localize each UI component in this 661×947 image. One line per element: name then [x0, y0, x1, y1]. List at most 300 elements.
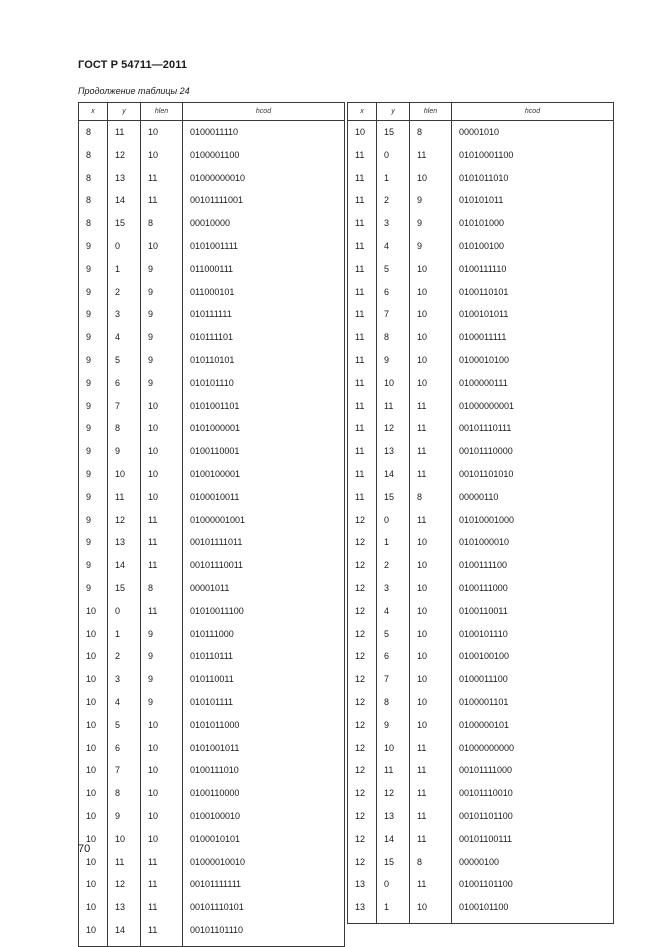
cell-hlen: 11 — [410, 444, 452, 467]
cell-x: 8 — [79, 171, 108, 194]
table-row — [348, 216, 614, 239]
cell-hlen: 11 — [410, 786, 452, 809]
cell-hlen: 11 — [141, 877, 183, 900]
cell-y: 11 — [108, 125, 141, 148]
cell-hlen: 11 — [141, 513, 183, 536]
cell-x: 12 — [348, 627, 377, 650]
cell-x: 11 — [348, 399, 377, 422]
cell-y: 8 — [377, 330, 410, 353]
cell-hcod: 0100010011 — [183, 490, 345, 513]
cell-y: 5 — [108, 353, 141, 376]
cell-hcod: 010111111 — [183, 307, 345, 330]
cell-x: 10 — [79, 604, 108, 627]
table-header-row — [79, 103, 345, 121]
column-header-x: x — [348, 103, 377, 121]
table-row — [79, 627, 345, 650]
cell-y: 15 — [377, 855, 410, 878]
cell-hcod: 00101101110 — [183, 923, 345, 946]
cell-hlen: 9 — [410, 216, 452, 239]
cell-hcod: 00101100111 — [452, 832, 614, 855]
cell-hlen: 10 — [141, 490, 183, 513]
table-row — [79, 239, 345, 262]
column-header-y: y — [108, 103, 141, 121]
cell-hlen: 8 — [141, 216, 183, 239]
cell-y: 14 — [108, 558, 141, 581]
table-row — [79, 900, 345, 923]
cell-y: 12 — [377, 421, 410, 444]
cell-hlen: 11 — [410, 467, 452, 490]
cell-hlen: 10 — [141, 763, 183, 786]
cell-hlen: 10 — [410, 649, 452, 672]
cell-hlen: 11 — [410, 877, 452, 900]
cell-y: 4 — [377, 239, 410, 262]
cell-y: 7 — [108, 763, 141, 786]
cell-hlen: 8 — [410, 490, 452, 513]
cell-y: 0 — [108, 604, 141, 627]
cell-x: 11 — [348, 307, 377, 330]
cell-x: 11 — [348, 376, 377, 399]
table-row — [79, 558, 345, 581]
cell-hcod: 00000100 — [452, 855, 614, 878]
cell-y: 10 — [108, 467, 141, 490]
cell-hcod: 01000010010 — [183, 855, 345, 878]
cell-x: 9 — [79, 513, 108, 536]
table-row — [79, 649, 345, 672]
cell-hcod: 01000000000 — [452, 741, 614, 764]
cell-y: 2 — [377, 193, 410, 216]
cell-y: 7 — [377, 307, 410, 330]
cell-hcod: 00000110 — [452, 490, 614, 513]
cell-y: 2 — [377, 558, 410, 581]
cell-hlen: 10 — [410, 672, 452, 695]
table-row — [79, 604, 345, 627]
table-row — [348, 604, 614, 627]
cell-y: 11 — [108, 490, 141, 513]
cell-y: 0 — [377, 148, 410, 171]
cell-hcod: 00101110010 — [452, 786, 614, 809]
cell-y: 7 — [377, 672, 410, 695]
cell-x: 12 — [348, 649, 377, 672]
cell-hlen: 11 — [141, 535, 183, 558]
cell-hlen: 9 — [410, 193, 452, 216]
cell-hcod: 0100001101 — [452, 695, 614, 718]
left-table — [78, 102, 345, 947]
cell-x: 12 — [348, 741, 377, 764]
table-row — [79, 718, 345, 741]
cell-x: 9 — [79, 307, 108, 330]
cell-hcod: 0100010101 — [183, 832, 345, 855]
table-row — [348, 193, 614, 216]
cell-y: 4 — [108, 330, 141, 353]
cell-y: 1 — [377, 171, 410, 194]
cell-y: 0 — [108, 239, 141, 262]
cell-hcod: 00101111011 — [183, 535, 345, 558]
cell-hcod: 0100010100 — [452, 353, 614, 376]
cell-x: 11 — [348, 262, 377, 285]
table-row — [348, 855, 614, 878]
table-row — [348, 900, 614, 923]
cell-y: 3 — [377, 581, 410, 604]
table-row — [79, 832, 345, 855]
table-row — [348, 262, 614, 285]
cell-hcod: 0100101110 — [452, 627, 614, 650]
cell-x: 9 — [79, 581, 108, 604]
cell-y: 12 — [377, 786, 410, 809]
right-table — [347, 102, 614, 924]
cell-hcod: 0100001100 — [183, 148, 345, 171]
cell-hlen: 10 — [410, 330, 452, 353]
cell-hlen: 9 — [141, 649, 183, 672]
cell-hcod: 0101011010 — [452, 171, 614, 194]
table-row — [348, 786, 614, 809]
cell-x: 8 — [79, 216, 108, 239]
cell-y: 13 — [108, 900, 141, 923]
cell-hcod: 0100111010 — [183, 763, 345, 786]
cell-x: 12 — [348, 535, 377, 558]
cell-hcod: 00101110101 — [183, 900, 345, 923]
cell-hlen: 10 — [410, 307, 452, 330]
cell-hlen: 11 — [141, 900, 183, 923]
cell-hlen: 9 — [141, 627, 183, 650]
cell-x: 9 — [79, 239, 108, 262]
cell-y: 0 — [377, 877, 410, 900]
cell-y: 12 — [108, 877, 141, 900]
cell-hlen: 11 — [410, 832, 452, 855]
cell-hlen: 10 — [410, 376, 452, 399]
cell-hcod: 01010001000 — [452, 513, 614, 536]
table-row — [348, 285, 614, 308]
cell-hcod: 0100111000 — [452, 581, 614, 604]
cell-hlen: 9 — [141, 330, 183, 353]
table-caption: Продолжение таблицы 24 — [78, 86, 190, 96]
table-row — [79, 421, 345, 444]
table-row — [79, 285, 345, 308]
cell-x: 12 — [348, 513, 377, 536]
cell-x: 10 — [79, 900, 108, 923]
cell-hcod: 0100111100 — [452, 558, 614, 581]
cell-y: 15 — [108, 581, 141, 604]
cell-x: 10 — [79, 832, 108, 855]
cell-hcod: 00001011 — [183, 581, 345, 604]
cell-hcod: 00101110000 — [452, 444, 614, 467]
cell-hcod: 0100011111 — [452, 330, 614, 353]
cell-x: 9 — [79, 399, 108, 422]
cell-x: 11 — [348, 421, 377, 444]
cell-hlen: 10 — [141, 399, 183, 422]
table-row — [79, 672, 345, 695]
table-row — [79, 490, 345, 513]
cell-y: 14 — [377, 467, 410, 490]
column-header-hcod: hcod — [452, 103, 614, 121]
cell-y: 5 — [377, 627, 410, 650]
cell-x: 10 — [79, 763, 108, 786]
cell-hlen: 10 — [141, 421, 183, 444]
table-row — [348, 695, 614, 718]
cell-x: 9 — [79, 330, 108, 353]
cell-hlen: 9 — [141, 262, 183, 285]
cell-hcod: 0100100100 — [452, 649, 614, 672]
table-row — [79, 125, 345, 148]
column-header-hlen: hlen — [410, 103, 452, 121]
column-header-hcod: hcod — [183, 103, 345, 121]
cell-y: 1 — [377, 535, 410, 558]
cell-y: 3 — [108, 307, 141, 330]
cell-hlen: 10 — [410, 695, 452, 718]
cell-y: 2 — [108, 285, 141, 308]
cell-hlen: 10 — [141, 718, 183, 741]
cell-hlen: 10 — [410, 262, 452, 285]
table-row — [348, 125, 614, 148]
table-row — [79, 148, 345, 171]
cell-hlen: 10 — [410, 581, 452, 604]
cell-y: 15 — [377, 490, 410, 513]
cell-x: 12 — [348, 786, 377, 809]
cell-y: 7 — [108, 399, 141, 422]
cell-hcod: 010110101 — [183, 353, 345, 376]
cell-y: 4 — [108, 695, 141, 718]
column-header-y: y — [377, 103, 410, 121]
cell-hlen: 10 — [410, 535, 452, 558]
cell-x: 12 — [348, 581, 377, 604]
cell-y: 8 — [108, 421, 141, 444]
cell-x: 11 — [348, 444, 377, 467]
cell-hlen: 11 — [410, 421, 452, 444]
table-row — [348, 877, 614, 900]
cell-x: 11 — [348, 490, 377, 513]
cell-y: 9 — [108, 809, 141, 832]
cell-hlen: 10 — [141, 125, 183, 148]
cell-hlen: 9 — [141, 285, 183, 308]
table-row — [79, 513, 345, 536]
cell-x: 11 — [348, 216, 377, 239]
cell-hcod: 0100110011 — [452, 604, 614, 627]
cell-x: 11 — [348, 239, 377, 262]
table-row — [348, 558, 614, 581]
cell-x: 10 — [79, 809, 108, 832]
cell-x: 11 — [348, 148, 377, 171]
table-row — [348, 627, 614, 650]
table-row — [79, 330, 345, 353]
cell-hlen: 9 — [410, 239, 452, 262]
cell-hlen: 8 — [141, 581, 183, 604]
cell-x: 9 — [79, 535, 108, 558]
cell-hcod: 00010000 — [183, 216, 345, 239]
table-row — [348, 513, 614, 536]
cell-hlen: 11 — [410, 148, 452, 171]
cell-hlen: 10 — [141, 741, 183, 764]
table-row — [79, 877, 345, 900]
cell-hcod: 010111101 — [183, 330, 345, 353]
cell-hcod: 0100101011 — [452, 307, 614, 330]
cell-x: 10 — [79, 741, 108, 764]
table-row — [348, 581, 614, 604]
table-row — [79, 535, 345, 558]
cell-hlen: 10 — [141, 467, 183, 490]
cell-hcod: 0101001011 — [183, 741, 345, 764]
table-row — [79, 376, 345, 399]
cell-hcod: 010100100 — [452, 239, 614, 262]
table-row — [79, 809, 345, 832]
cell-x: 13 — [348, 877, 377, 900]
cell-y: 9 — [377, 718, 410, 741]
cell-hlen: 9 — [141, 672, 183, 695]
cell-hlen: 11 — [141, 923, 183, 946]
table-row — [79, 307, 345, 330]
cell-hlen: 10 — [141, 239, 183, 262]
cell-hcod: 010111000 — [183, 627, 345, 650]
table-row — [348, 307, 614, 330]
cell-hcod: 010101110 — [183, 376, 345, 399]
cell-x: 8 — [79, 193, 108, 216]
cell-hcod: 010101011 — [452, 193, 614, 216]
cell-hlen: 11 — [141, 855, 183, 878]
table-row — [348, 490, 614, 513]
cell-x: 9 — [79, 558, 108, 581]
cell-hlen: 11 — [141, 171, 183, 194]
cell-x: 11 — [348, 193, 377, 216]
cell-y: 5 — [377, 262, 410, 285]
cell-hlen: 10 — [410, 627, 452, 650]
table-row — [348, 421, 614, 444]
cell-hcod: 0101000001 — [183, 421, 345, 444]
cell-hcod: 011000111 — [183, 262, 345, 285]
cell-hcod: 00101101010 — [452, 467, 614, 490]
cell-y: 10 — [377, 741, 410, 764]
cell-x: 11 — [348, 330, 377, 353]
cell-y: 5 — [108, 718, 141, 741]
table-row — [79, 741, 345, 764]
cell-x: 12 — [348, 809, 377, 832]
cell-y: 10 — [377, 376, 410, 399]
cell-x: 12 — [348, 718, 377, 741]
cell-hcod: 010110011 — [183, 672, 345, 695]
cell-hcod: 01010001100 — [452, 148, 614, 171]
table-row — [79, 262, 345, 285]
cell-x: 9 — [79, 490, 108, 513]
cell-hcod: 010101000 — [452, 216, 614, 239]
cell-x: 9 — [79, 444, 108, 467]
cell-hlen: 10 — [410, 171, 452, 194]
cell-hcod: 0101000010 — [452, 535, 614, 558]
cell-hlen: 10 — [141, 786, 183, 809]
cell-y: 13 — [108, 535, 141, 558]
cell-hcod: 0101001101 — [183, 399, 345, 422]
cell-x: 12 — [348, 695, 377, 718]
cell-x: 13 — [348, 900, 377, 923]
cell-hlen: 10 — [141, 148, 183, 171]
cell-hcod: 01010011100 — [183, 604, 345, 627]
cell-y: 2 — [108, 649, 141, 672]
cell-y: 9 — [108, 444, 141, 467]
cell-x: 10 — [79, 695, 108, 718]
cell-hcod: 010101111 — [183, 695, 345, 718]
table-row — [79, 216, 345, 239]
cell-x: 8 — [79, 148, 108, 171]
cell-hcod: 0100100010 — [183, 809, 345, 832]
cell-y: 8 — [377, 695, 410, 718]
cell-hlen: 10 — [141, 809, 183, 832]
table-row — [348, 330, 614, 353]
cell-hcod: 00101101100 — [452, 809, 614, 832]
cell-x: 9 — [79, 285, 108, 308]
table-row — [348, 535, 614, 558]
cell-hlen: 11 — [410, 513, 452, 536]
table-row — [348, 718, 614, 741]
cell-x: 11 — [348, 353, 377, 376]
cell-y: 11 — [377, 399, 410, 422]
cell-x: 11 — [348, 285, 377, 308]
cell-hcod: 0100110101 — [452, 285, 614, 308]
cell-hcod: 0101011000 — [183, 718, 345, 741]
cell-y: 14 — [108, 923, 141, 946]
cell-x: 10 — [79, 672, 108, 695]
cell-x: 10 — [79, 649, 108, 672]
table-row — [348, 399, 614, 422]
table-row — [348, 444, 614, 467]
cell-y: 13 — [377, 809, 410, 832]
cell-hlen: 11 — [141, 193, 183, 216]
cell-hlen: 10 — [410, 558, 452, 581]
table-row — [348, 467, 614, 490]
cell-y: 1 — [377, 900, 410, 923]
cell-x: 10 — [79, 718, 108, 741]
table-row — [79, 399, 345, 422]
cell-x: 8 — [79, 125, 108, 148]
cell-x: 10 — [79, 786, 108, 809]
cell-hcod: 00001010 — [452, 125, 614, 148]
cell-y: 6 — [108, 376, 141, 399]
cell-hcod: 00101110111 — [452, 421, 614, 444]
cell-hcod: 0100011100 — [452, 672, 614, 695]
table-row — [79, 786, 345, 809]
cell-x: 12 — [348, 604, 377, 627]
cell-hlen: 11 — [410, 763, 452, 786]
cell-hcod: 0100110001 — [183, 444, 345, 467]
cell-hcod: 01000000010 — [183, 171, 345, 194]
cell-x: 10 — [348, 125, 377, 148]
page-number: 70 — [78, 843, 91, 855]
cell-hlen: 11 — [141, 558, 183, 581]
cell-hcod: 01000001001 — [183, 513, 345, 536]
cell-hcod: 0100000111 — [452, 376, 614, 399]
cell-y: 0 — [377, 513, 410, 536]
cell-y: 4 — [377, 604, 410, 627]
cell-hlen: 10 — [410, 285, 452, 308]
cell-hlen: 10 — [410, 353, 452, 376]
cell-y: 14 — [108, 193, 141, 216]
table-row — [348, 171, 614, 194]
cell-hcod: 0100111110 — [452, 262, 614, 285]
cell-hlen: 8 — [410, 125, 452, 148]
table-row — [348, 832, 614, 855]
cell-y: 6 — [377, 285, 410, 308]
cell-hlen: 9 — [141, 353, 183, 376]
table-row — [79, 171, 345, 194]
cell-y: 12 — [108, 148, 141, 171]
cell-y: 11 — [377, 763, 410, 786]
cell-hlen: 11 — [410, 809, 452, 832]
column-header-x: x — [79, 103, 108, 121]
cell-y: 15 — [108, 216, 141, 239]
cell-hlen: 11 — [141, 604, 183, 627]
cell-x: 10 — [79, 877, 108, 900]
document-title: ГОСТ Р 54711—2011 — [78, 59, 188, 71]
table-row — [348, 672, 614, 695]
cell-y: 14 — [377, 832, 410, 855]
cell-hcod: 0100000101 — [452, 718, 614, 741]
cell-hlen: 10 — [141, 832, 183, 855]
cell-hlen: 10 — [410, 900, 452, 923]
